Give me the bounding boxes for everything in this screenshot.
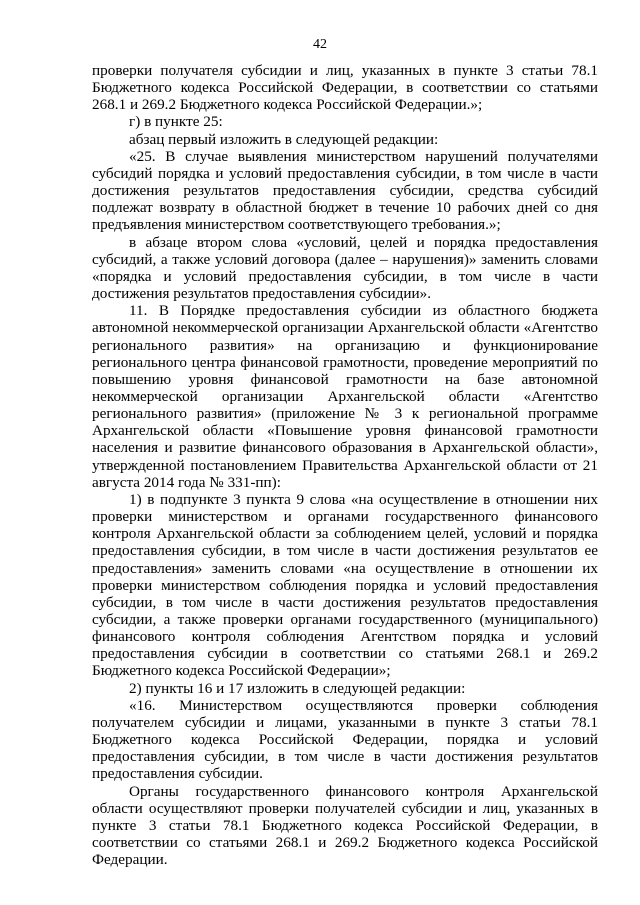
paragraph-subitem-2: 2) пункты 16 и 17 изложить в следующей редакции: [129, 679, 466, 697]
paragraph-item-g: г) в пункте 25: [129, 113, 223, 131]
paragraph-second-abzac: в абзаце втором слова «условий, целей и порядка предоставления субсидий, а также условий договора (далее – нарушения)» заменить словами «порядка и условий предоставления субсидии, в том числе в части достижения результатов предоставления субсидии». [92, 233, 598, 303]
paragraph-subitem-1: 1) в подпункте 3 пункта 9 слова «на осуществление в отношении них проверки министерством и органами государственного финансового контроля Архангельской области за соблюдением целей, условий и порядка предоставления субсидии, в том числе в части достижения результатов ее предоставления» заменить словами «на осуществление в отношении их проверки министерством соблюдения порядка и условий предоставления субсидии, в том числе в части достижения результатов предоставления субсидии, а также проверки органами государственного (муниципального) финансового контроля соблюдения Агентством порядка и условий предоставления субсидии в соответствии со статьями 268.1 и 269.2 Бюджетного кодекса Российской Федерации»; [92, 490, 598, 680]
paragraph-continuation: проверки получателя субсидии и лиц, указанных в пункте 3 статьи 78.1 Бюджетного кодекса Российской Федерации, в соответствии со статьями 268.1 и 269.2 Бюджетного кодекса Российской Федерации.»; [92, 62, 598, 114]
paragraph-control-bodies: Органы государственного финансового контроля Архангельской области осуществляют проверки получателей субсидии и лиц, указанных в пункте 3 статьи 78.1 Бюджетного кодекса Российской Федерации, в соответствии со статьями 268.1 и 269.2 Бюджетного кодекса Российской Федерации. [92, 782, 598, 869]
document-body [92, 62, 598, 868]
page-number: 42 [313, 37, 327, 52]
paragraph-clause-25: «25. В случае выявления министерством нарушений получателями субсидий порядка и условий предоставления субсидии, в том числе в части достижения результатов предоставления субсидии, средства субсидий подлежат возврату в областной бюджет в течение 10 рабочих дней со дня предъявления министерством соответствующего требования.»; [92, 147, 598, 234]
paragraph-clause-16: «16. Министерством осуществляются проверки соблюдения получателем субсидии и лицами, указанными в пункте 3 статьи 78.1 Бюджетного кодекса Российской Федерации, порядка и условий предоставления субсидии, в том числе в части достижения результатов предоставления субсидии. [92, 696, 598, 783]
paragraph-section-11: 11. В Порядке предоставления субсидии из областного бюджета автономной некоммерческой организации Архангельской области «Агентство регионального развития» на организацию и функционирование регионального центра финансовой грамотности, проведение мероприятий по повышению уровня финансовой грамотности на базе автономной некоммерческой организации Архангельской области «Агентство регионального развития» (приложение № 3 к региональной программе Архангельской области «Повышение уровня финансовой грамотности населения и развитие финансового образования в Архангельской области», утвержденной постановлением Правительства Архангельской области от 21 августа 2014 года № 331-пп): [92, 302, 598, 491]
paragraph-first-abzac: абзац первый изложить в следующей редакции: [129, 130, 439, 148]
